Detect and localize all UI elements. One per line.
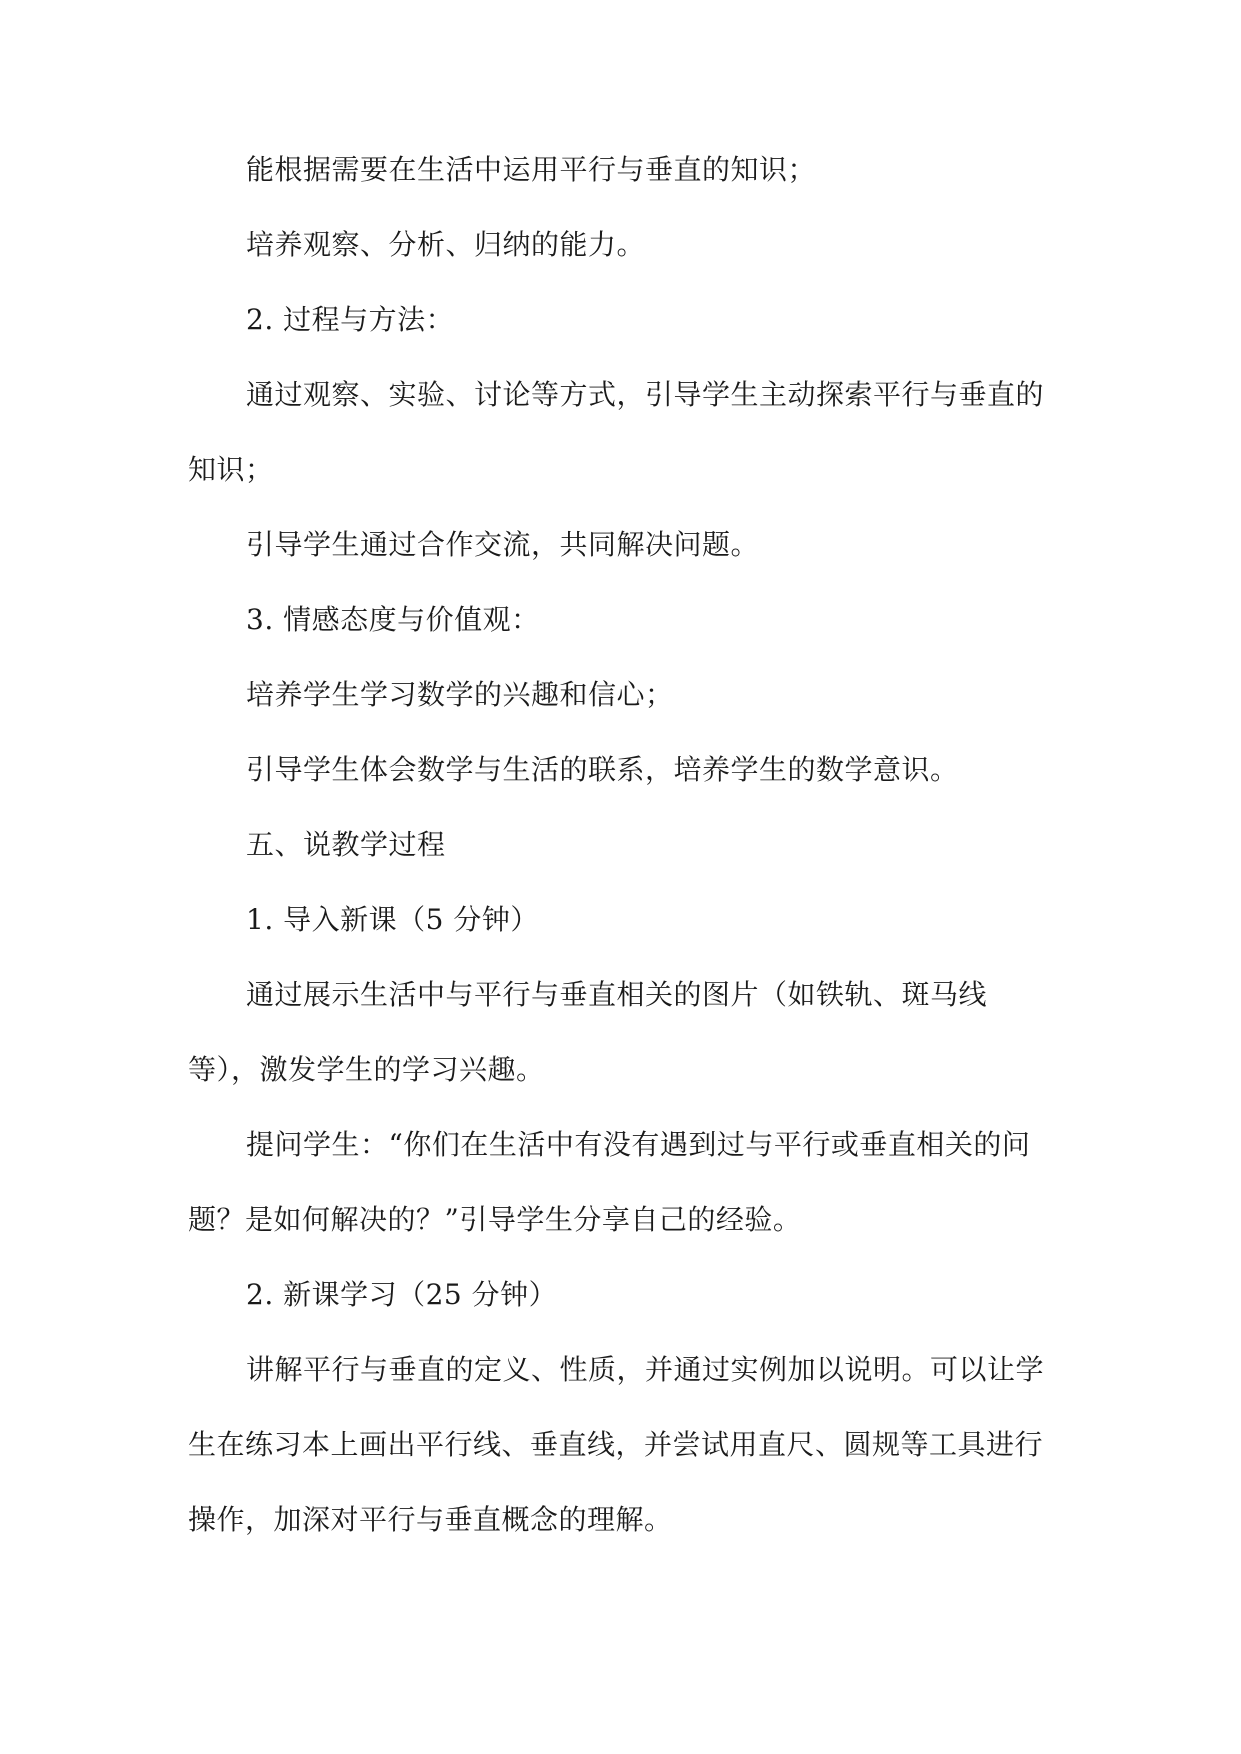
- paragraph-line: 生在练习本上画出平行线、垂直线，并尝试用直尺、圆规等工具进行: [188, 1428, 1044, 1461]
- section-heading: 3. 情感态度与价值观：: [246, 603, 540, 636]
- chapter-heading: 五、说教学过程: [246, 828, 446, 861]
- paragraph-line: 知识；: [188, 453, 274, 486]
- paragraph-line: 培养学生学习数学的兴趣和信心；: [246, 678, 674, 711]
- paragraph-line: 通过观察、实验、讨论等方式，引导学生主动探索平行与垂直的: [246, 378, 1045, 411]
- section-heading: 2. 过程与方法：: [246, 303, 455, 336]
- paragraph-line: 操作，加深对平行与垂直概念的理解。: [188, 1503, 673, 1536]
- section-heading: 2. 新课学习（25 分钟）: [246, 1278, 558, 1311]
- paragraph-line: 培养观察、分析、归纳的能力。: [246, 228, 646, 261]
- paragraph-line: 引导学生体会数学与生活的联系，培养学生的数学意识。: [246, 753, 959, 786]
- paragraph-line: 能根据需要在生活中运用平行与垂直的知识；: [246, 153, 817, 186]
- paragraph-line: 题？是如何解决的？”引导学生分享自己的经验。: [188, 1203, 802, 1236]
- paragraph-line: 讲解平行与垂直的定义、性质，并通过实例加以说明。可以让学: [246, 1353, 1045, 1386]
- paragraph-line: 通过展示生活中与平行与垂直相关的图片（如铁轨、斑马线: [246, 978, 988, 1011]
- paragraph-line: 提问学生：“你们在生活中有没有遇到过与平行或垂直相关的问: [246, 1128, 1031, 1161]
- paragraph-line: 等），激发学生的学习兴趣。: [188, 1053, 545, 1086]
- section-heading: 1. 导入新课（5 分钟）: [246, 903, 539, 936]
- paragraph-line: 引导学生通过合作交流，共同解决问题。: [246, 528, 760, 561]
